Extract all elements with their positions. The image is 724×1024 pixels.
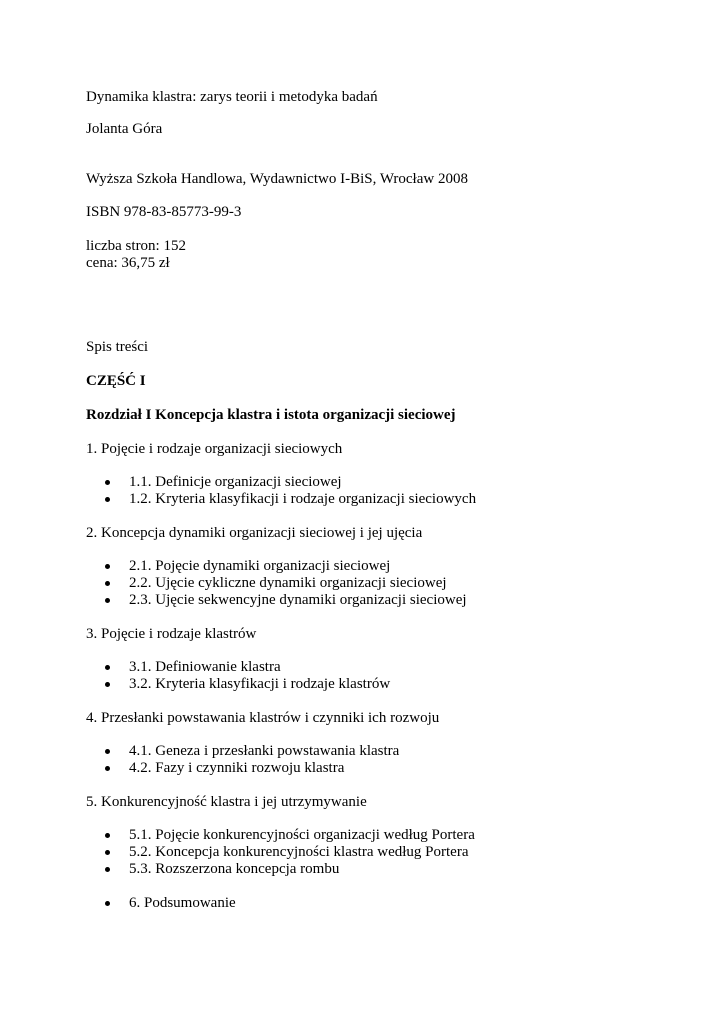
list-item-label: 4.2. Fazy i czynniki rozwoju klastra	[129, 760, 345, 776]
list-item-label: 6. Podsumowanie	[129, 895, 236, 911]
list-item-label: 1.2. Kryteria klasyfikacji i rodzaje organizacji sieciowych	[129, 491, 477, 507]
section-title: 3. Pojęcie i rodzaje klastrów	[86, 626, 257, 642]
book-author: Jolanta Góra	[86, 121, 163, 137]
bullet-icon	[105, 850, 110, 855]
section-title: 1. Pojęcie i rodzaje organizacji sieciowych	[86, 441, 343, 457]
toc-part: CZĘŚĆ I	[86, 373, 146, 389]
bullet-icon	[105, 564, 110, 569]
bullet-icon	[105, 867, 110, 872]
section-title: 4. Przesłanki powstawania klastrów i czynniki ich rozwoju	[86, 710, 440, 726]
section-title: 5. Konkurencyjność klastra i jej utrzymywanie	[86, 794, 367, 810]
bullet-icon	[105, 901, 110, 906]
book-title: Dynamika klastra: zarys teorii i metodyka badań	[86, 89, 378, 105]
list-item-label: 5.2. Koncepcja konkurencyjności klastra według Portera	[129, 844, 469, 860]
bullet-icon	[105, 497, 110, 502]
book-publisher: Wyższa Szkoła Handlowa, Wydawnictwo I-BiS, Wrocław 2008	[86, 171, 468, 187]
list-item-label: 2.1. Pojęcie dynamiki organizacji sieciowej	[129, 558, 391, 574]
book-pages: liczba stron: 152	[86, 238, 186, 254]
book-price: cena: 36,75 zł	[86, 255, 170, 271]
list-item-label: 2.3. Ujęcie sekwencyjne dynamiki organizacji sieciowej	[129, 592, 467, 608]
list-item-label: 5.3. Rozszerzona koncepcja rombu	[129, 861, 340, 877]
toc-chapter: Rozdział I Koncepcja klastra i istota organizacji sieciowej	[86, 407, 456, 423]
list-item-label: 1.1. Definicje organizacji sieciowej	[129, 474, 342, 490]
list-item-label: 2.2. Ujęcie cykliczne dynamiki organizacji sieciowej	[129, 575, 447, 591]
list-item-label: 5.1. Pojęcie konkurencyjności organizacji według Portera	[129, 827, 475, 843]
section-title: 2. Koncepcja dynamiki organizacji sieciowej i jej ujęcia	[86, 525, 423, 541]
bullet-icon	[105, 665, 110, 670]
list-item-label: 3.2. Kryteria klasyfikacji i rodzaje klastrów	[129, 676, 391, 692]
list-item-label: 3.1. Definiowanie klastra	[129, 659, 281, 675]
bullet-icon	[105, 480, 110, 485]
bullet-icon	[105, 833, 110, 838]
bullet-icon	[105, 598, 110, 603]
bullet-icon	[105, 766, 110, 771]
book-isbn: ISBN 978-83-85773-99-3	[86, 204, 242, 220]
bullet-icon	[105, 682, 110, 687]
list-item-label: 4.1. Geneza i przesłanki powstawania klastra	[129, 743, 400, 759]
bullet-icon	[105, 749, 110, 754]
toc-heading: Spis treści	[86, 339, 149, 355]
bullet-icon	[105, 581, 110, 586]
